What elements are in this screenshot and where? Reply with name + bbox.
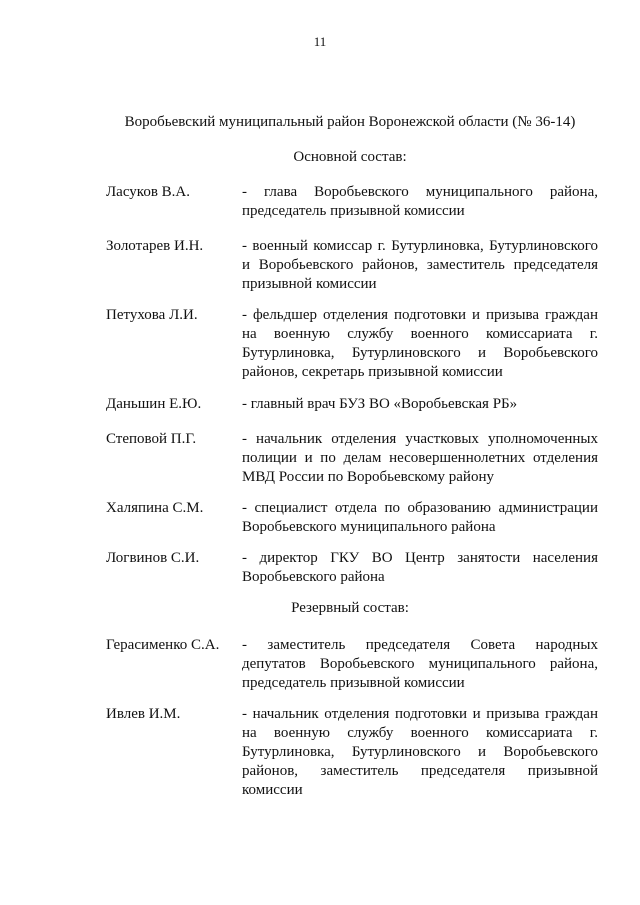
member-name: Ласуков В.А. [106, 184, 190, 200]
member-name: Степовой П.Г. [106, 431, 197, 447]
member-entry [106, 306, 600, 382]
member-role: - военный комиссар г. Бутурлиновка, Бутурлиновского и Воробьевского районов, заместитель председателя призывной комиссии [242, 238, 598, 292]
member-name: Герасименко С.А. [106, 637, 220, 653]
member-role: - директор ГКУ ВО Центр занятости населения Воробьевского района [242, 550, 598, 585]
member-entry [106, 499, 600, 537]
member-name: Даньшин Е.Ю. [106, 396, 202, 412]
member-entry [106, 705, 600, 800]
member-name: Золотарев И.Н. [106, 238, 204, 254]
reserve-section-heading: Резервный состав: [291, 600, 409, 616]
member-role: - заместитель председателя Совета народных депутатов Воробьевского муниципального района, председатель призывной комиссии [242, 637, 598, 691]
member-name: Ивлев И.М. [106, 706, 181, 722]
document-title: Воробьевский муниципальный район Воронежской области (№ 36-14) [124, 114, 576, 130]
member-role: - главный врач БУЗ ВО «Воробьевская РБ» [242, 396, 518, 412]
member-name: Петухова Л.И. [106, 307, 198, 323]
member-name: Логвинов С.И. [106, 550, 200, 566]
member-entry [106, 237, 600, 294]
member-role: - начальник отделения участковых уполномоченных полиции и по делам несовершеннолетних отделения МВД России по Воробьевскому району [242, 431, 598, 485]
page-number: 11 [313, 34, 327, 49]
main-section-heading: Основной состав: [293, 149, 407, 165]
member-entry [106, 183, 600, 221]
member-name: Халяпина С.М. [106, 500, 204, 516]
member-role: - начальник отделения подготовки и призыва граждан на военную службу военного комиссариата г. Бутурлиновка, Бутурлиновского и Воробьевского районов, заместитель председателя призывной комиссии [242, 706, 598, 798]
member-role: - глава Воробьевского муниципального района, председатель призывной комиссии [242, 184, 598, 219]
member-entry [106, 549, 600, 587]
member-entry [106, 430, 600, 487]
member-entry [106, 395, 600, 414]
member-role: - фельдшер отделения подготовки и призыва граждан на военную службу военного комиссариата г. Бутурлиновка, Бутурлиновского и Воробьевского районов, секретарь призывной комиссии [242, 307, 598, 380]
member-role: - специалист отдела по образованию администрации Воробьевского муниципального района [242, 500, 598, 535]
member-entry [106, 636, 600, 693]
